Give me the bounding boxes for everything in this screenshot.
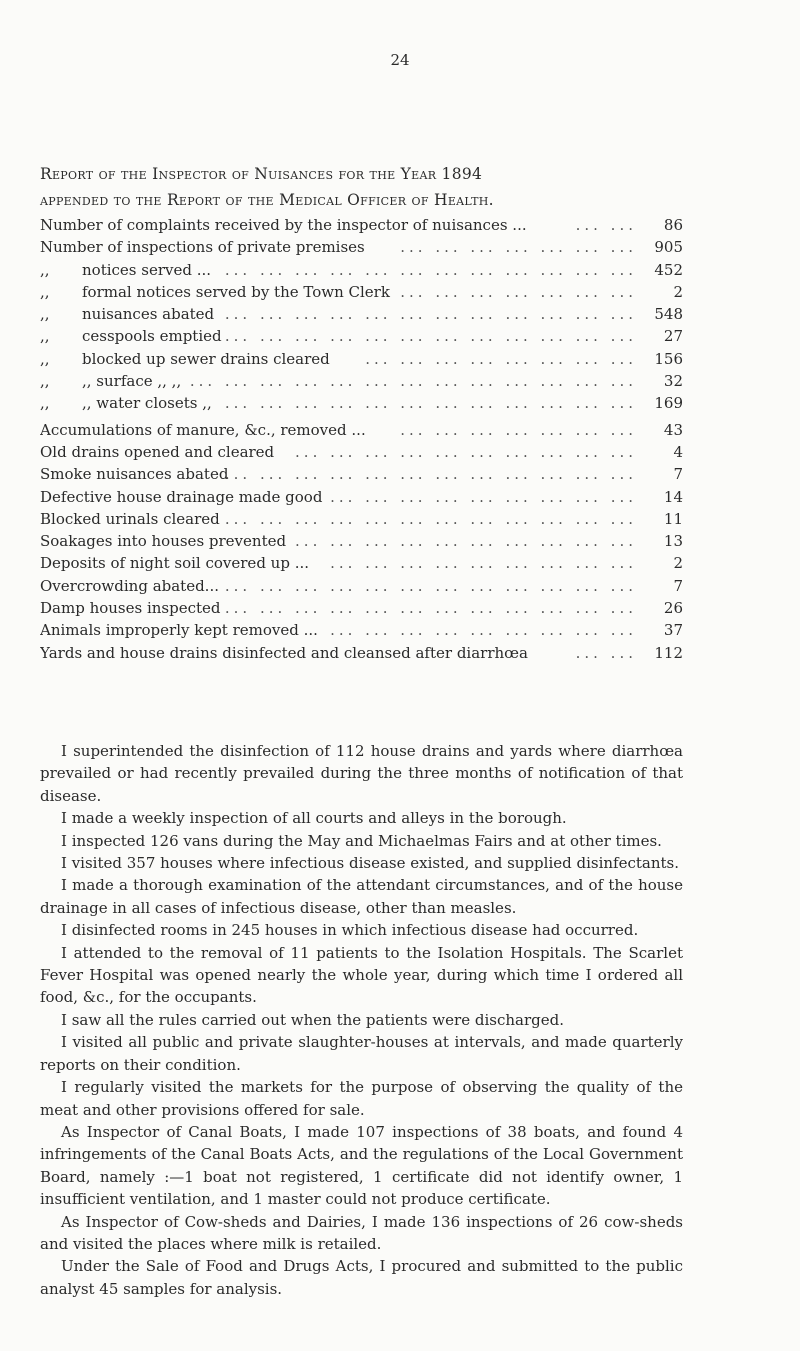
leader-dots: ... ... ... ... ... ... ... ... ... [330,621,637,640]
table-row [40,348,683,370]
statistics-table [40,214,683,664]
row-value: 27 [663,327,683,346]
paragraph: As Inspector of Canal Boats, I made 107 inspections of 38 boats, and found 4 infringements of the Canal Boats Acts, and the regulations of the Local Government Board, namely :—1 boat not registered, 1 certificate did not identify owner, 1 insufficient ventilation, and 1 master could not produce certificate. [40,1122,683,1209]
statistics-group-inspections [40,214,683,415]
leader-dots: ... ... ... ... ... ... ... ... ... ... ... ... [224,260,637,279]
leader-dots: ... ... ... ... ... ... ... ... [365,349,637,368]
row-label: ,, formal notices served by the Town Clerk [40,281,390,303]
ditto-mark: ,, [40,349,50,368]
row-value: 7 [673,576,683,595]
row-label: Yards and house drains disinfected and cleansed after diarrhœa [40,643,528,662]
leader-dots: ... ... ... ... ... ... ... ... ... [330,554,637,573]
ditto-mark: ,, [40,260,50,279]
row-value: 112 [654,643,683,662]
leader-dots: ... ... ... ... ... ... ... ... ... ... ... ... [224,509,637,528]
row-label: ,, notices served ... [40,259,211,281]
paragraph: I visited all public and private slaughter-houses at intervals, and made quarterly reports on their condition. [40,1033,683,1074]
leader-dots: ... ... ... ... ... ... ... [400,282,637,301]
paragraph: I regularly visited the markets for the purpose of observing the quality of the meat and other provisions offered for sale. [40,1078,683,1119]
table-row [40,619,683,641]
row-label: Number of complaints received by the inspector of nuisances ... [40,216,527,234]
leader-dots: ... ... ... ... ... ... ... [400,238,637,257]
row-value: 4 [673,442,683,461]
table-row [40,486,683,508]
row-value: 2 [673,554,683,573]
paragraph: I made a weekly inspection of all courts and alleys in the borough. [61,809,567,828]
row-label: Accumulations of manure, &c., removed ... [40,420,366,439]
ditto-mark: ,, [40,282,50,301]
row-label: ,, ,, surface ,, ,, [40,370,181,392]
table-row [40,419,683,441]
table-row [40,214,683,236]
table-row [40,259,683,281]
row-label: ,, nuisances abated [40,303,214,325]
leader-dots: ... ... ... ... ... ... ... ... ... ... ... ... [224,576,637,595]
table-row [40,552,683,574]
row-label: Blocked urinals cleared [40,509,220,528]
row-value: 905 [654,238,683,257]
table-row [40,370,683,392]
leader-dots: ... ... ... ... ... ... ... [400,420,637,439]
row-label: Animals improperly kept removed ... [40,621,318,640]
ditto-mark: ,, [40,327,50,346]
row-value: 11 [663,509,683,528]
table-row [40,441,683,463]
leader-dots: ... ... ... ... ... ... ... ... ... [330,487,637,506]
table-row [40,281,683,303]
row-label: Defective house drainage made good [40,487,323,506]
table-row [40,236,683,258]
row-value: 7 [673,465,683,484]
table-row [40,392,683,414]
narrative-paragraphs [40,740,683,1300]
title-line-2: appended to the Report of the Medical Officer of Health. [40,191,494,209]
table-row [40,642,683,664]
leader-dots: ... ... ... ... ... ... ... ... ... ... ... ... [224,305,637,324]
row-value: 37 [663,621,683,640]
row-label: Smoke nuisances abated [40,465,229,484]
leader-dots: ... ... ... ... ... ... ... ... ... ... ... ... ... [189,372,637,391]
leader-dots: ... ... ... ... ... ... ... ... ... ... [295,532,637,551]
row-value: 169 [654,394,683,413]
paragraph: I saw all the rules carried out when the patients were discharged. [61,1010,564,1029]
row-value: 156 [654,349,683,368]
table-row [40,508,683,530]
page-number: 24 [390,51,410,69]
row-label: ,, blocked up sewer drains cleared [40,348,330,370]
table-row [40,303,683,325]
row-value: 32 [663,372,683,391]
leader-dots: ... ... ... ... ... ... ... ... ... ... ... ... [224,327,637,346]
row-value: 43 [663,420,683,439]
row-value: 2 [673,282,683,301]
row-label: Damp houses inspected [40,599,221,618]
leader-dots: ... ... ... ... ... ... ... ... ... ... ... ... [224,465,637,484]
paragraph: Under the Sale of Food and Drugs Acts, I procured and submitted to the public analyst 45 samples for analysis. [40,1257,683,1298]
paragraph: As Inspector of Cow-sheds and Dairies, I made 136 inspections of 26 cow-sheds and visited the places where milk is retailed. [40,1212,683,1253]
row-value: 13 [663,532,683,551]
paragraph: I made a thorough examination of the attendant circumstances, and of the house drainage in all cases of infectious disease, other than measles. [40,876,683,917]
row-label: Soakages into houses prevented [40,532,287,551]
row-label: ,, cesspools emptied [40,325,222,347]
table-row [40,530,683,552]
row-label: Overcrowding abated... [40,576,219,595]
ditto-mark: ,, [40,372,50,391]
row-value: 548 [654,305,683,324]
row-value: 86 [663,216,683,234]
table-row [40,325,683,347]
leader-dots: ... ... ... ... ... ... ... ... ... ... ... ... [224,599,637,618]
table-row [40,575,683,597]
paragraph: I attended to the removal of 11 patients to the Isolation Hospitals. The Scarlet Fever Hospital was opened nearly the whole year, during which time I ordered all food, &c., for the occupants. [40,943,683,1007]
row-label: Number of inspections of private premises [40,238,365,257]
leader-dots: ... ... ... ... ... ... ... ... ... ... ... ... [224,394,637,413]
leader-dots: ... ... [575,643,637,662]
paragraph: I inspected 126 vans during the May and Michaelmas Fairs and at other times. [61,831,662,850]
row-label: ,, ,, water closets ,, [40,392,212,414]
table-row [40,463,683,485]
paragraph: I disinfected rooms in 245 houses in which infectious disease had occurred. [61,921,639,940]
paragraph: I visited 357 houses where infectious disease existed, and supplied disinfectants. [61,854,680,873]
row-value: 452 [654,260,683,279]
row-value: 14 [663,487,683,506]
paragraph: I superintended the disinfection of 112 house drains and yards where diarrhœa prevailed or had recently prevailed during the three months of notification of that disease. [40,742,683,805]
report-title [40,165,730,209]
ditto-mark: ,, [40,305,50,324]
leader-dots: ... ... [575,216,637,234]
table-row [40,597,683,619]
statistics-group-actions [40,419,683,664]
row-value: 26 [663,599,683,618]
title-line-1: Report of the Inspector of Nuisances for the Year 1894 [40,165,483,183]
ditto-mark: ,, [40,394,50,413]
leader-dots: ... ... ... ... ... ... ... ... ... ... [295,442,637,461]
row-label: Deposits of night soil covered up ... [40,554,310,573]
row-label: Old drains opened and cleared [40,442,275,461]
